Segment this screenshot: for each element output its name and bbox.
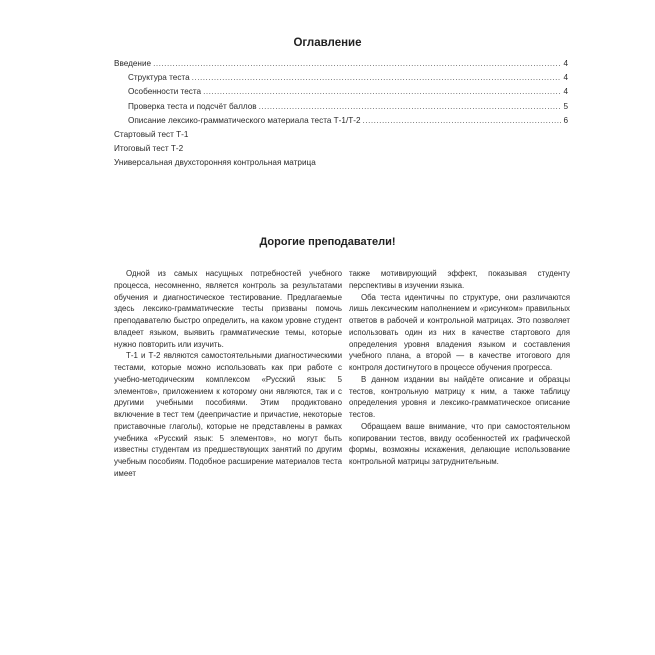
toc-item-page: 4	[563, 59, 568, 68]
toc-item-features[interactable]	[114, 85, 568, 99]
paragraph: В данном издании вы найдёте описание и образцы тестов, контрольную матрицу к ним, а также таблицу определения уровня и лексико-грамматическое описание тестов.	[349, 374, 570, 419]
toc-item-page: 4	[563, 73, 568, 83]
left-column	[114, 268, 342, 480]
toc-item-label: Итоговый тест Т-2	[114, 144, 184, 154]
toc-leader-dots	[203, 85, 561, 99]
toc-item-label: Проверка теста и подсчёт баллов	[128, 101, 257, 111]
toc-leader-dots	[192, 71, 562, 85]
paragraph: Оба теста идентичны по структуре, они различаются лишь лексическим наполнением и «рисунком» правильных ответов в рабочей и контрольной матрицах. Это позволяет использовать один из них в качестве стартового для определения уровня владения языком и составления учебного плана, а второй — в качестве итогового для контроля достигнутого в процессе обучения прогресса.	[349, 292, 570, 372]
section-title: Дорогие преподаватели!	[259, 236, 396, 248]
toc-item-matrix[interactable]	[114, 156, 568, 170]
toc-item-introduction[interactable]	[114, 57, 568, 71]
paragraph: также мотивирующий эффект, показывая студенту перспективы в изучении языка.	[349, 269, 570, 290]
toc-item-page: 4	[563, 87, 568, 97]
toc-leader-dots	[363, 114, 562, 128]
toc-item-description[interactable]	[114, 114, 568, 128]
toc-item-label: Особенности теста	[128, 87, 202, 97]
paragraph: Обращаем ваше внимание, что при самостоятельном копировании тестов, ввиду особенностей их графической формы, возможны искажения, делающие использование контрольной матрицы затруднительным.	[349, 421, 570, 466]
toc-item-label: Универсальная двухсторонняя контрольная матрица	[114, 158, 316, 168]
table-of-contents	[114, 57, 568, 171]
toc-item-start-test[interactable]	[114, 128, 568, 142]
toc-item-page: 6	[563, 115, 568, 125]
toc-leader-dots	[259, 100, 562, 114]
right-column	[349, 268, 570, 468]
toc-item-final-test[interactable]	[114, 142, 568, 156]
toc-item-label: Описание лексико-грамматического материала теста Т-1/Т-2	[128, 115, 361, 125]
toc-item-label: Структура теста	[128, 73, 190, 83]
paragraph: Одной из самых насущных потребностей учебного процесса, несомненно, является контроль за результатами обучения и диагностическое тестирование. Предлагаемые здесь лексико-грамматические тесты призваны помочь преподавателю быстро определить, на каком уровне студент владеет языком, выявить грамматические темы, которые нужно повторить или изучить.	[114, 269, 342, 349]
toc-item-scoring[interactable]	[114, 100, 568, 114]
toc-item-label: Введение	[114, 59, 152, 68]
paragraph: Т-1 и Т-2 являются самостоятельными диагностическими тестами, которые можно использовать как при работе с учебно-методическим комплексом «Русский язык: 5 элементов», приложением к которому они являются, так и с другими учебными пособиями. Этим продиктовано включение в тест тем (деепричастие и причастие, некоторые приставочные глаголы), которые не представлены в рамках учебника «Русский язык: 5 элементов», но могут быть известны студентам из предшествующих занятий по другим учебным пособиям. Подобное расширение материалов теста имеет	[114, 351, 342, 478]
toc-item-structure[interactable]	[114, 71, 568, 85]
toc-item-page: 5	[563, 101, 568, 111]
toc-title: Оглавление	[293, 37, 362, 49]
toc-item-label: Стартовый тест Т-1	[114, 130, 189, 140]
toc-leader-dots	[153, 57, 561, 71]
